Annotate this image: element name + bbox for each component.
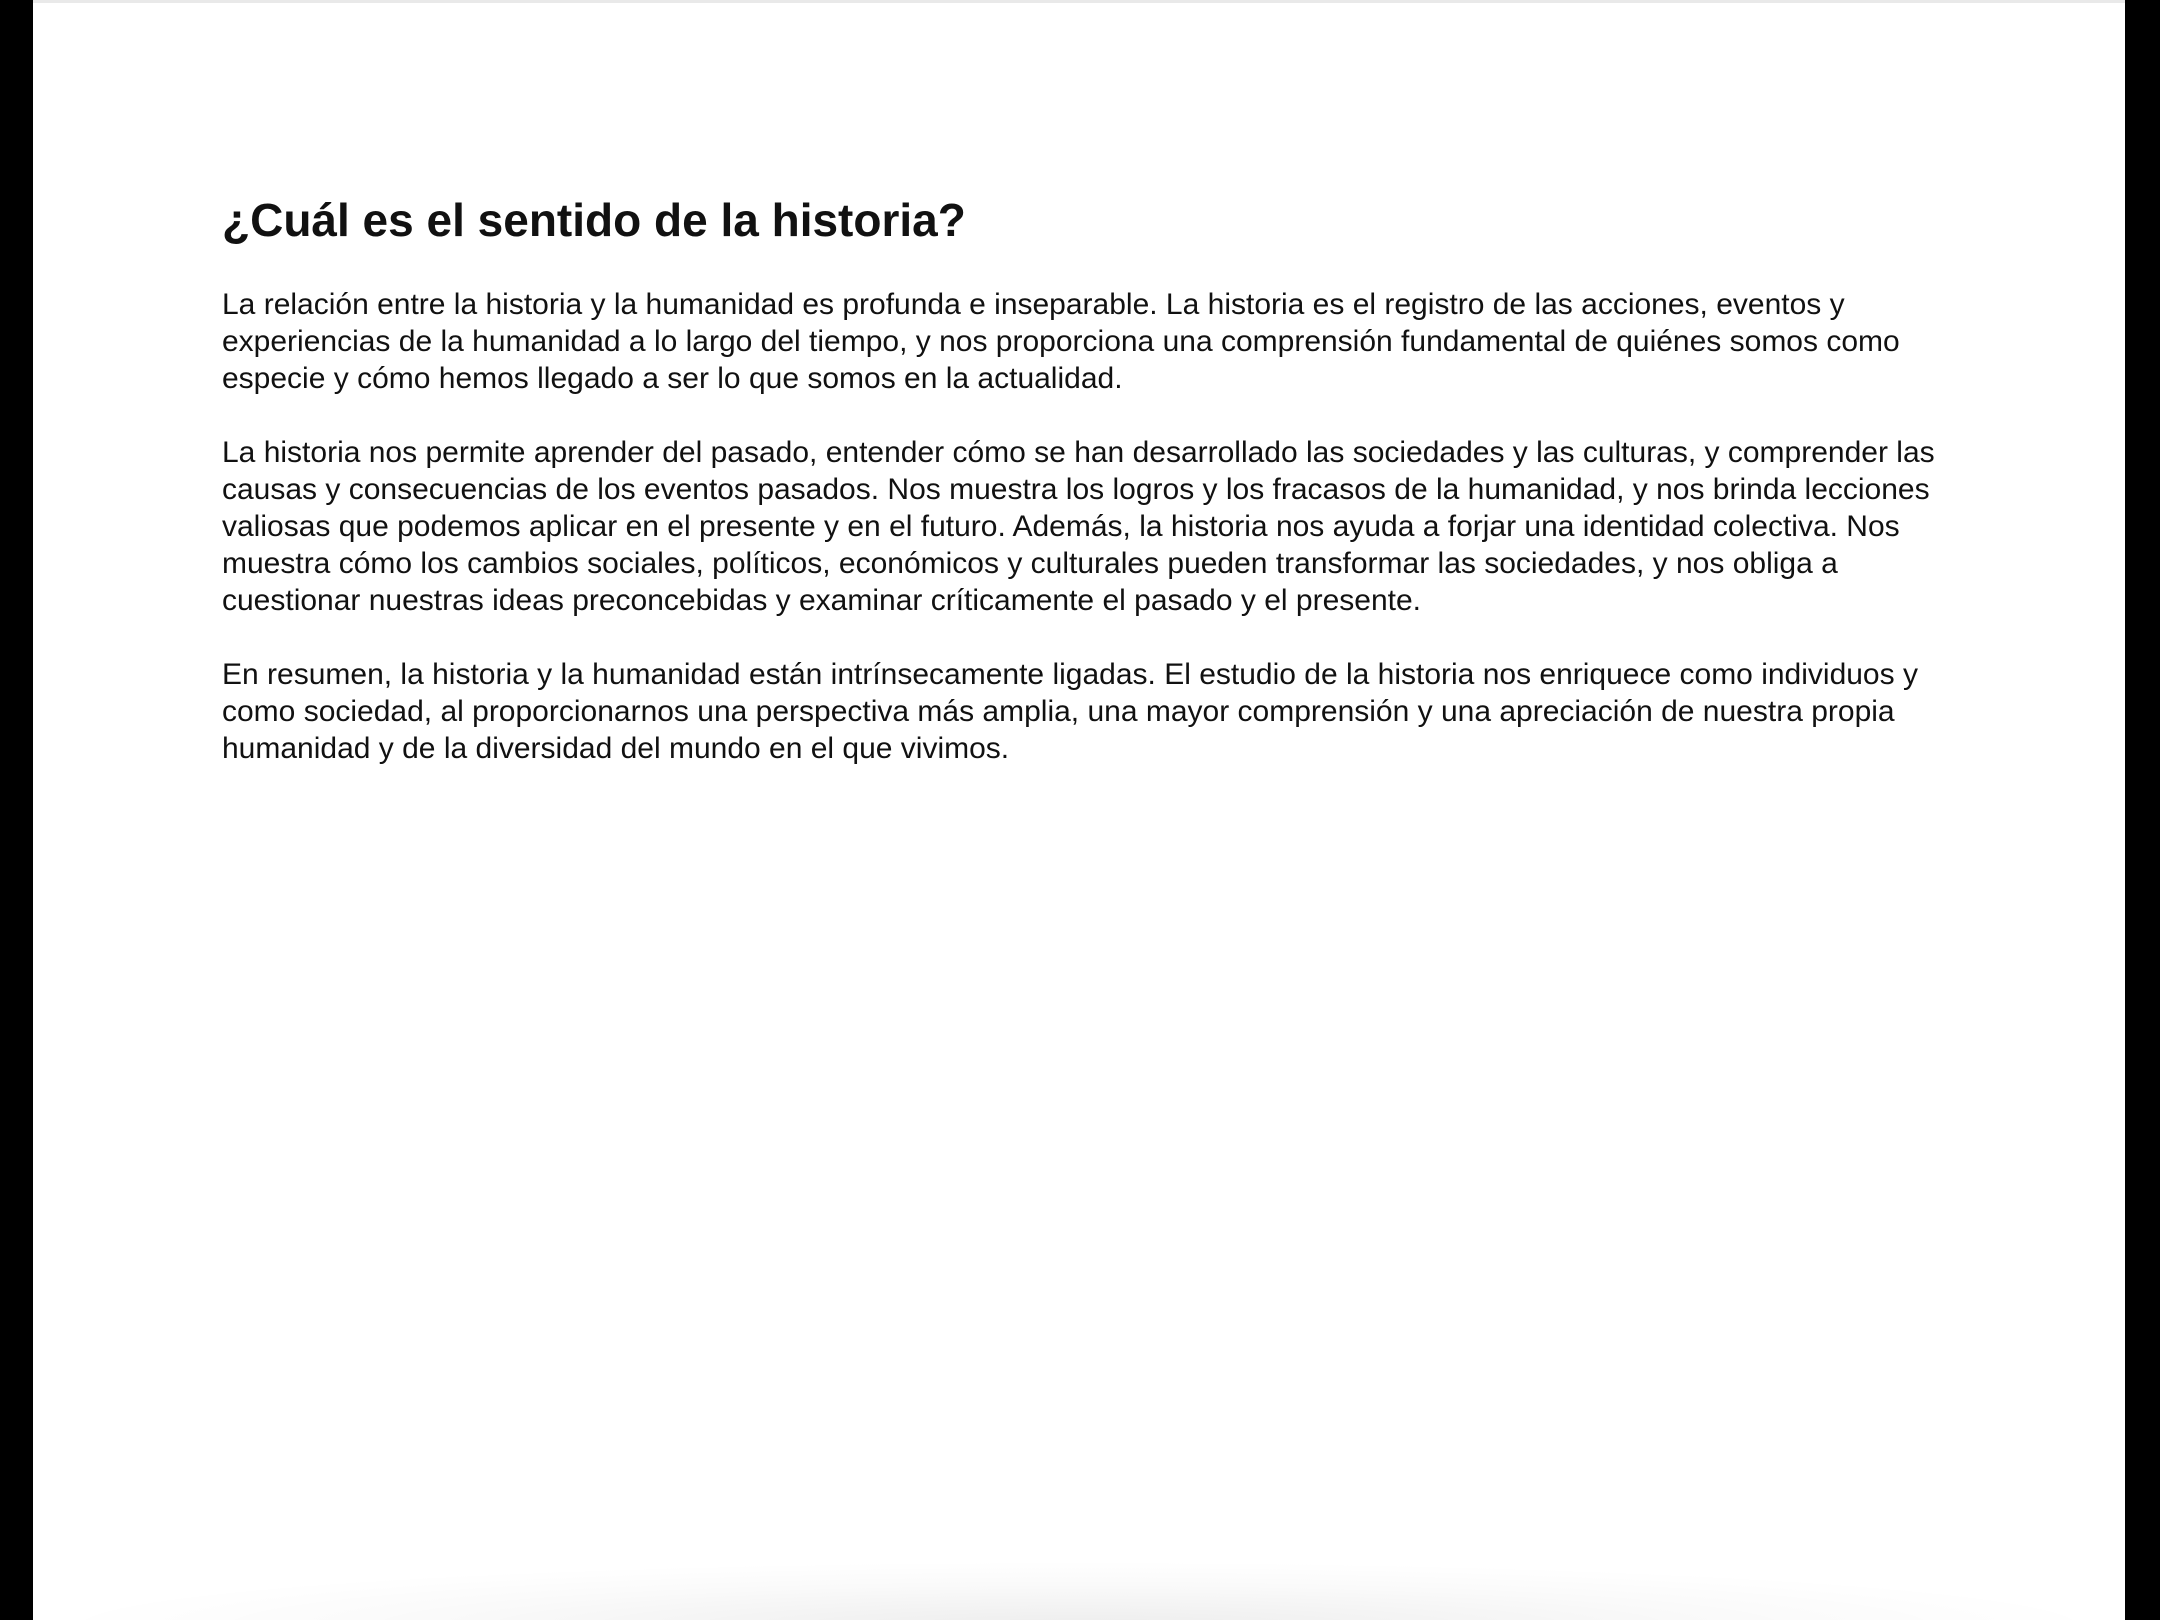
- page-title: ¿Cuál es el sentido de la historia?: [222, 194, 966, 246]
- paragraph-3: En resumen, la historia y la humanidad están intrínsecamente ligadas. El estudio de la historia nos enriquece como individuos y como sociedad, al proporcionarnos una perspectiva más amplia, una mayor comprensión y una apreciación de nuestra propia humanidad y de la diversidad del mundo en el que vivimos.: [222, 658, 1918, 765]
- paragraph-1: La relación entre la historia y la humanidad es profunda e inseparable. La historia es el registro de las acciones, eventos y experiencias de la humanidad a lo largo del tiempo, y nos proporciona una comprensión fundamental de quiénes somos como especie y cómo hemos llegado a ser lo que somos en la actualidad.: [222, 288, 1900, 395]
- page-top-border: [33, 0, 2125, 3]
- document-page: [33, 0, 2125, 1620]
- page-bottom-shadow: [33, 1560, 2125, 1620]
- document-content: [222, 192, 1982, 804]
- paragraph-2: La historia nos permite aprender del pasado, entender cómo se han desarrollado las sociedades y las culturas, y comprender las causas y consecuencias de los eventos pasados. Nos muestra los logros y los fracasos de la humanidad, y nos brinda lecciones valiosas que podemos aplicar en el presente y en el futuro. Además, la historia nos ayuda a forjar una identidad colectiva. Nos muestra cómo los cambios sociales, políticos, económicos y culturales pueden transformar las sociedades, y nos obliga a cuestionar nuestras ideas preconcebidas y examinar críticamente el pasado y el presente.: [222, 436, 1935, 617]
